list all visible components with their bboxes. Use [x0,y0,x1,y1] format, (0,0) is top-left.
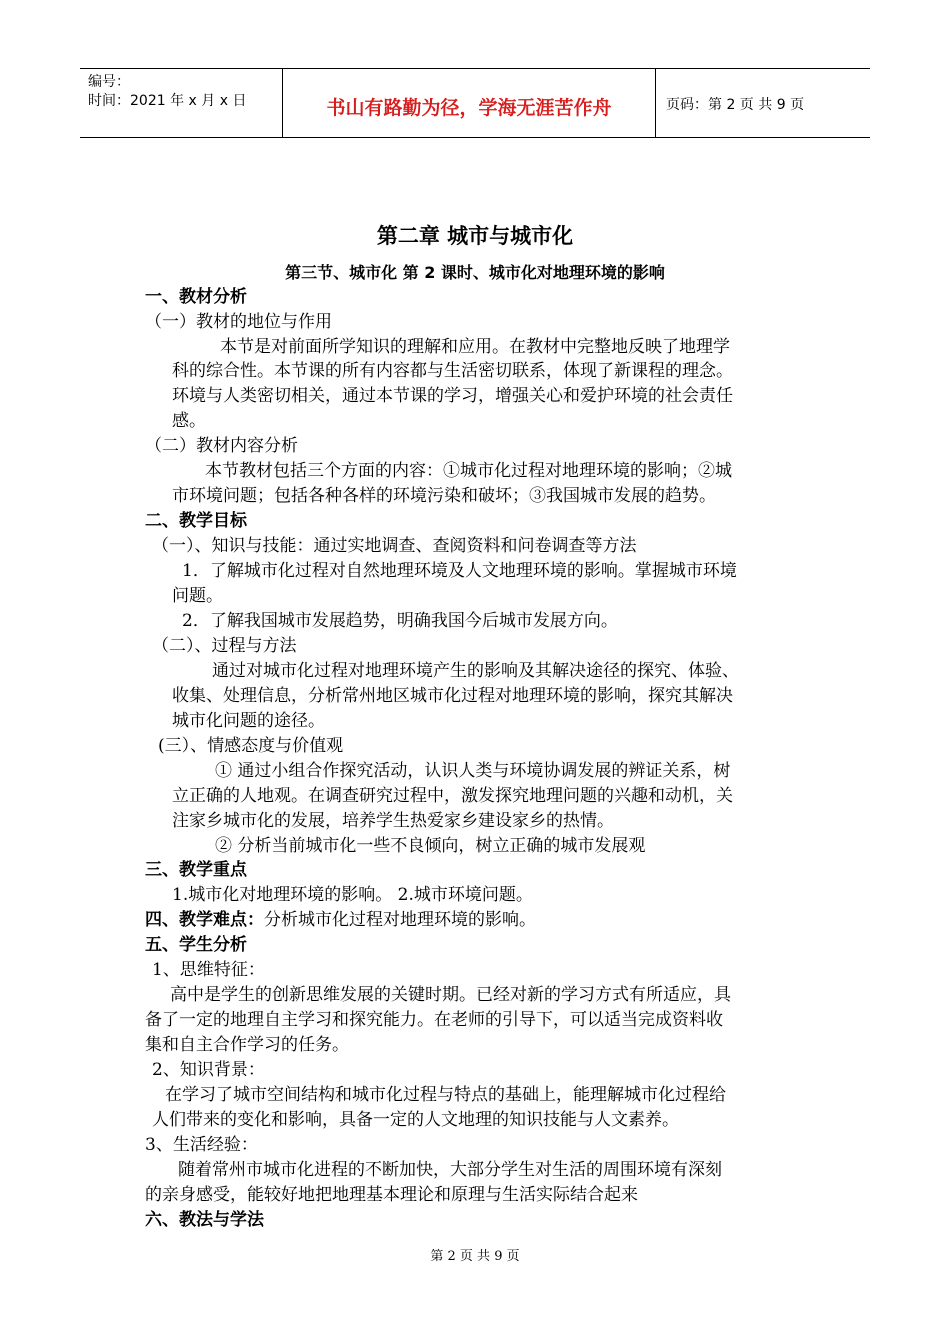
paragraph-line: 2．了解我国城市发展趋势，明确我国今后城市发展方向。 [182,611,618,631]
section-heading: 二、教学目标 [145,511,247,531]
paragraph-line: 环境与人类密切相关，通过本节课的学习，增强关心和爱护环境的社会责任 [172,386,733,406]
paragraph-line: 科的综合性。本节课的所有内容都与生活密切联系，体现了新课程的理念。 [172,361,733,381]
section-heading: 一、教材分析 [145,287,247,307]
subsection-heading: （二）、过程与方法 [152,636,297,656]
paragraph-line: 备了一定的地理自主学习和探究能力。在老师的引导下，可以适当完成资料收 [145,1010,723,1030]
section-heading: 三、教学重点 [145,860,247,880]
header-table [80,68,870,138]
subsection-heading: （一）教材的地位与作用 [145,312,332,332]
paragraph-line: 城市化问题的途径。 [172,711,325,731]
subsection-heading: （一）、知识与技能：通过实地调查、查阅资料和问卷调查等方法 [152,536,637,556]
motto-text: 书山有路勤为径，学海无涯苦作舟 [326,97,612,119]
number-label: 编号： [88,74,130,90]
subsection-heading: （二）教材内容分析 [145,436,298,456]
paragraph-line: 本节教材包括三个方面的内容：①城市化过程对地理环境的影响；②城 [205,461,732,481]
paragraph-line: 感。 [172,411,206,431]
paragraph-line: 在学习了城市空间结构和城市化过程与特点的基础上，能理解城市化过程给 [165,1085,726,1105]
paragraph-line: 1．了解城市化过程对自然地理环境及人文地理环境的影响。掌握城市环境 [182,561,737,581]
section-heading: 六、教法与学法 [145,1210,264,1230]
paragraph-line: 高中是学生的创新思维发展的关键时期。已经对新的学习方式有所适应，具 [170,985,731,1005]
header-motto-cell [282,69,656,137]
paragraph-line: 市环境问题；包括各种各样的环境污染和破坏；③我国城市发展的趋势。 [172,486,716,506]
section-heading: 五、学生分析 [145,935,247,955]
lesson-subtitle: 第三节、城市化 第 2 课时、城市化对地理环境的影响 [285,263,665,282]
subsection-heading: 3、生活经验： [145,1135,258,1155]
header-page-cell [656,69,870,137]
page-footer: 第 2 页 共 9 页 [430,1249,520,1264]
section-heading: 四、教学难点： [145,910,264,930]
difficulty-text: 分析城市化过程对地理环境的影响。 [264,910,536,930]
paragraph-line: 本节是对前面所学知识的理解和应用。在教材中完整地反映了地理学 [220,337,730,357]
chapter-title: 第二章 城市与城市化 [376,224,574,248]
paragraph-line: ① 通过小组合作探究活动，认识人类与环境协调发展的辨证关系，树 [215,761,731,781]
paragraph-line: 的亲身感受，能较好地把地理基本理论和原理与生活实际结合起来 [145,1185,638,1205]
subsection-heading: (三）、情感态度与价值观 [158,736,344,756]
paragraph-line: ② 分析当前城市化一些不良倾向，树立正确的城市发展观 [215,836,646,856]
difficulty-line [145,908,536,932]
paragraph-line: 注家乡城市化的发展，培养学生热爱家乡建设家乡的热情。 [172,811,614,831]
paragraph-line: 立正确的人地观。在调查研究过程中，激发探究地理问题的兴趣和动机，关 [172,786,733,806]
paragraph-line: 1.城市化对地理环境的影响。 2.城市环境问题。 [172,885,533,905]
paragraph-line: 问题。 [172,586,223,606]
paragraph-line: 收集、处理信息，分析常州地区城市化过程对地理环境的影响，探究其解决 [172,686,733,706]
time-label: 时间：2021 年 x 月 x 日 [88,93,247,109]
page-label: 页码：第 2 页 共 9 页 [666,97,805,113]
subsection-heading: 2、知识背景： [152,1060,265,1080]
header-meta-cell [80,69,282,137]
subsection-heading: 1、思维特征： [152,960,265,980]
paragraph-line: 通过对城市化过程对地理环境产生的影响及其解决途径的探究、体验、 [212,661,739,681]
paragraph-line: 人们带来的变化和影响，具备一定的人文地理的知识技能与人文素养。 [152,1110,679,1130]
paragraph-line: 集和自主合作学习的任务。 [145,1035,349,1055]
paragraph-line: 随着常州市城市化进程的不断加快，大部分学生对生活的周围环境有深刻 [178,1160,722,1180]
